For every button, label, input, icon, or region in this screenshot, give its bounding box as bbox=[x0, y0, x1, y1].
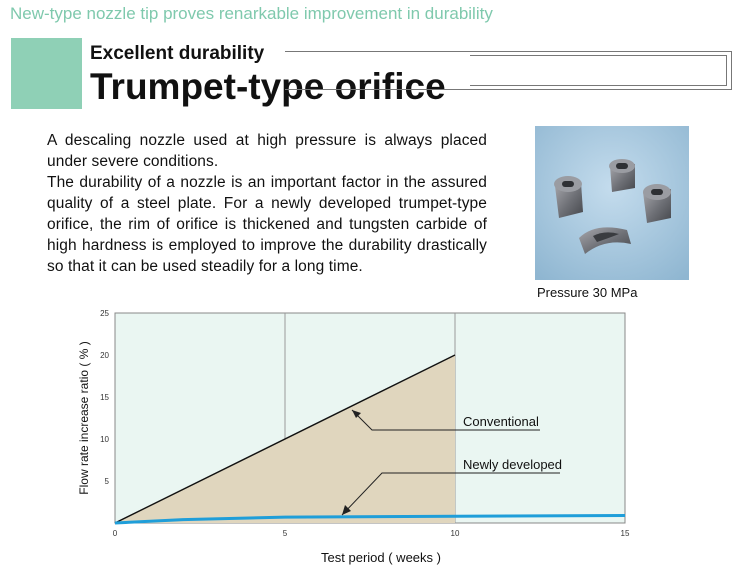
description-paragraph-1: A descaling nozzle used at high pressure is always placed under severe conditions. bbox=[47, 132, 487, 170]
description-paragraph-2: The durability of a nozzle is an important factor in the assured quality of a steel plate. For a newly developed trumpet-type orifice, the rim of orifice is thickened and tungsten carbide of high hardness is employed to improve the durability drastically so that it can be used steadily for a long time. bbox=[47, 174, 487, 275]
nozzle-piece-1 bbox=[554, 176, 583, 218]
nozzle-piece-3 bbox=[643, 184, 671, 223]
nozzle-tips-photo bbox=[535, 126, 689, 280]
y-tick-label: 15 bbox=[100, 393, 109, 402]
description-text bbox=[47, 130, 487, 277]
banner-text: New-type nozzle tip proves renarkable improvement in durability bbox=[10, 4, 493, 23]
y-tick-label: 20 bbox=[100, 351, 109, 360]
page-title: Trumpet-type orifice bbox=[90, 66, 446, 107]
legend-newly-developed: Newly developed bbox=[463, 457, 563, 472]
x-tick-label: 10 bbox=[450, 529, 460, 538]
durability-chart bbox=[0, 300, 756, 569]
y-axis-label: Flow rate increase ratio ( % ) bbox=[77, 341, 91, 495]
accent-block bbox=[11, 38, 82, 109]
y-tick-label: 5 bbox=[104, 477, 109, 486]
photo-caption: Pressure 30 MPa bbox=[537, 285, 638, 300]
x-tick-label: 0 bbox=[112, 529, 118, 538]
section-subtitle: Excellent durability bbox=[90, 43, 265, 64]
x-tick-label: 15 bbox=[620, 529, 630, 538]
y-tick-label: 25 bbox=[100, 309, 109, 318]
nozzle-piece-2 bbox=[609, 159, 635, 192]
x-axis-label: Test period ( weeks ) bbox=[321, 550, 441, 565]
y-tick-label: 10 bbox=[100, 435, 109, 444]
legend-conventional: Conventional bbox=[463, 414, 539, 429]
title-rule-inner bbox=[470, 55, 727, 86]
x-tick-label: 5 bbox=[282, 529, 288, 538]
